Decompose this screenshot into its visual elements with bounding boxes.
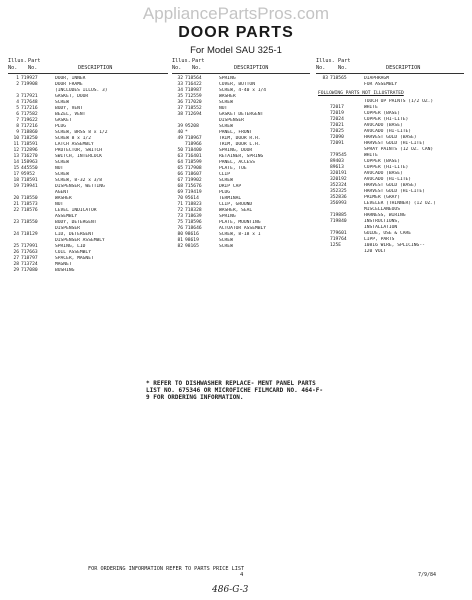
part-number: 352324 bbox=[330, 183, 347, 188]
part-description: LIPP, PARTS bbox=[364, 237, 395, 242]
part-description: LEVEL INDICATOR bbox=[55, 208, 97, 213]
part-number: 718860 bbox=[21, 130, 38, 135]
table-row bbox=[316, 249, 464, 255]
part-number: 719764 bbox=[330, 237, 347, 242]
part-number: 718591 bbox=[21, 178, 38, 183]
part-description: NUT bbox=[55, 166, 64, 171]
illus-number: 1 bbox=[16, 76, 19, 81]
illus-number: 83 bbox=[322, 76, 328, 81]
part-description: SCREW bbox=[219, 124, 233, 129]
illus-number: 68 bbox=[177, 184, 183, 189]
part-description: WASHER bbox=[55, 196, 72, 201]
part-number: 713724 bbox=[21, 262, 38, 267]
part-description: AVOCADO (HI-LITE) bbox=[364, 177, 412, 182]
illus-number: 72 bbox=[177, 208, 183, 213]
parts-column-2 bbox=[172, 58, 310, 250]
illus-number: 70 bbox=[177, 196, 183, 201]
part-description: LEVELER (THINNER) (12 OZ.) bbox=[364, 201, 436, 206]
part-description: AVOCADO (BASE) bbox=[364, 171, 403, 176]
part-description: BODY, VENT bbox=[55, 106, 83, 111]
illus-number: 24 bbox=[13, 232, 19, 237]
part-description: SPRING, LID bbox=[55, 244, 86, 249]
header-no2: No. bbox=[192, 65, 202, 71]
part-number: 98165 bbox=[185, 244, 199, 249]
illus-number: 6 bbox=[16, 112, 19, 117]
part-number: 719902 bbox=[185, 178, 202, 183]
part-description: NUT bbox=[55, 202, 64, 207]
header-description: DESCRIPTION bbox=[234, 65, 269, 71]
part-number: 718400 bbox=[185, 148, 202, 153]
illus-number: 5 bbox=[16, 106, 19, 111]
illus-number: 20 bbox=[13, 196, 19, 201]
part-description: SWITCH, INTERLOCK bbox=[55, 154, 103, 159]
part-number: 718591 bbox=[21, 142, 38, 147]
illus-number: 34 bbox=[177, 88, 183, 93]
part-description: SCREW bbox=[219, 244, 233, 249]
illus-number: 19 bbox=[13, 184, 19, 189]
part-description: PRIMER (GRAY) bbox=[364, 195, 400, 200]
part-number: 717216 bbox=[21, 106, 38, 111]
part-number: 718550 bbox=[21, 196, 38, 201]
part-description: PANEL, FRONT bbox=[219, 130, 253, 135]
parts-column-1 bbox=[8, 58, 168, 274]
header-no2: No. bbox=[28, 65, 38, 71]
table-row bbox=[316, 82, 464, 88]
part-number: 718550 bbox=[21, 220, 38, 225]
part-number: 717216 bbox=[21, 124, 38, 129]
part-number: 352325 bbox=[330, 189, 347, 194]
part-number: 779601 bbox=[330, 231, 347, 236]
part-description: SCREW bbox=[55, 172, 69, 177]
part-number: 158963 bbox=[21, 160, 38, 165]
part-description: HARVEST GOLD (BASE) bbox=[364, 135, 417, 140]
parts-list bbox=[8, 76, 168, 274]
part-description: ACTUATOR ASSEMBLY bbox=[219, 226, 267, 231]
illus-number: 22 bbox=[13, 208, 19, 213]
header-illus: Illus. bbox=[172, 58, 191, 64]
handwritten-code: 486-G-3 bbox=[212, 585, 249, 595]
part-number: 718576 bbox=[21, 208, 38, 213]
parts-list bbox=[172, 76, 310, 250]
illus-number: 63 bbox=[177, 154, 183, 159]
part-number: 320192 bbox=[330, 177, 347, 182]
header-no: No. bbox=[172, 65, 182, 71]
column-header bbox=[8, 58, 168, 72]
part-description: WASHER bbox=[219, 94, 236, 99]
illus-number: 80 bbox=[177, 232, 183, 237]
part-description: 120 VOLT bbox=[364, 249, 387, 254]
header-illus: Illus. bbox=[8, 58, 27, 64]
part-description: MISCELLANEOUS bbox=[364, 207, 400, 212]
illus-number: 32 bbox=[177, 76, 183, 81]
part-number: 89613 bbox=[330, 165, 344, 170]
part-number: 712559 bbox=[185, 94, 202, 99]
column-header bbox=[172, 58, 310, 72]
illus-number bbox=[316, 249, 330, 255]
part-description: PLUG bbox=[55, 124, 67, 129]
part-description: HARVEST GOLD (HI-LITE) bbox=[364, 141, 425, 146]
table-row bbox=[172, 244, 310, 250]
part-number: 716401 bbox=[185, 154, 202, 159]
part-number: 718328 bbox=[185, 208, 202, 213]
part-description: DISPENSER ASSEMBLY bbox=[55, 238, 105, 243]
part-description: SCREW bbox=[55, 100, 69, 105]
ordering-footer: FOR ORDERING INFORMATION REFER TO PARTS PRICE LIST bbox=[88, 566, 245, 572]
part-description: GASKET, DOOR bbox=[55, 94, 89, 99]
part-number: 718823 bbox=[185, 202, 202, 207]
part-number: 72021 bbox=[330, 123, 344, 128]
header-part: Part bbox=[192, 58, 205, 64]
column-header bbox=[316, 58, 464, 72]
part-number: 445550 bbox=[21, 166, 38, 171]
illus-number bbox=[316, 82, 330, 88]
part-description: SPRING bbox=[219, 76, 236, 81]
illus-number: 38 bbox=[177, 112, 183, 117]
part-description: PLUG bbox=[219, 190, 231, 195]
panel-reference-note: * REFER TO DISHWASHER REPLACE- MENT PANEL PARTS LIST NO. 675346 OR MICROFICHE FILMCARD NO. 464-F-9 FOR ORDERING INFORMATION. bbox=[146, 380, 324, 401]
section-title-not-illustrated: FOLLOWING PARTS NOT ILLUSTRATED bbox=[318, 91, 404, 96]
part-number: 72090 bbox=[330, 135, 344, 140]
page-number: 4 bbox=[240, 572, 244, 578]
header-illus: Illus. bbox=[316, 58, 335, 64]
page-subtitle: For Model SAU 325-1 bbox=[190, 45, 282, 56]
illus-number: 75 bbox=[177, 220, 183, 225]
part-number: 719908 bbox=[21, 82, 38, 87]
header-rule bbox=[316, 73, 464, 74]
part-number: 717991 bbox=[21, 244, 38, 249]
illus-number: 35 bbox=[177, 94, 183, 99]
part-description: AGENT bbox=[55, 190, 69, 195]
illus-number: 9 bbox=[16, 130, 19, 135]
page-title: DOOR PARTS bbox=[178, 24, 294, 41]
part-number: 352836 bbox=[330, 195, 347, 200]
part-number: 72017 bbox=[330, 105, 344, 110]
part-description: HARVEST GOLD (HI-LITE) bbox=[364, 189, 425, 194]
illus-number: 27 bbox=[13, 256, 19, 261]
part-description: GASKET DETERGENT bbox=[219, 112, 264, 117]
part-description: COPPER (BASE) bbox=[364, 111, 400, 116]
part-description: GUIDE, USE & CARE bbox=[364, 231, 412, 236]
part-number: 98619 bbox=[185, 238, 199, 243]
part-number: 718646 bbox=[185, 226, 202, 231]
part-description: HARNESS, WIRING bbox=[364, 213, 406, 218]
parts-column-3 bbox=[316, 58, 464, 255]
part-number: 718596 bbox=[185, 220, 202, 225]
part-number: 719885 bbox=[330, 213, 347, 218]
illus-number: 11 bbox=[13, 142, 19, 147]
part-description: PANEL, ACCESS bbox=[219, 160, 255, 165]
part-number: 717921 bbox=[21, 94, 38, 99]
header-description: DESCRIPTION bbox=[386, 65, 421, 71]
header-rule bbox=[8, 73, 168, 74]
part-description: DISPENSER, WETTING bbox=[55, 184, 105, 189]
part-number: 718250 bbox=[21, 136, 38, 141]
illus-number: 17 bbox=[13, 172, 19, 177]
part-description: TRIM, DOOR L.H. bbox=[219, 142, 261, 147]
illus-number: 13 bbox=[13, 154, 19, 159]
header-rule bbox=[172, 73, 310, 74]
part-description: SPRING bbox=[219, 214, 236, 219]
part-description: BEZEL, VENT bbox=[55, 112, 86, 117]
part-description: DISPENSER bbox=[55, 226, 80, 231]
part-description: 10816 WIRE, SPLICING-- bbox=[364, 243, 425, 248]
part-description: PLATE, MOUNTING bbox=[219, 220, 261, 225]
part-description: TRIM, DOOR R.H. bbox=[219, 136, 261, 141]
illus-number: 73 bbox=[177, 214, 183, 219]
part-number: 718564 bbox=[185, 76, 202, 81]
illus-number: 10 bbox=[13, 136, 19, 141]
header-no: No. bbox=[8, 65, 18, 71]
part-number: 717648 bbox=[21, 100, 38, 105]
illus-number: 18 bbox=[13, 178, 19, 183]
illus-number: 50 bbox=[177, 148, 183, 153]
part-description: LATCH ASSEMBLY bbox=[55, 142, 94, 147]
part-description: BUSHING bbox=[55, 268, 75, 273]
part-description: SCREW bbox=[55, 160, 69, 165]
table-row bbox=[8, 268, 168, 274]
parts-list bbox=[316, 76, 464, 88]
part-description: SCREW bbox=[219, 178, 233, 183]
illus-number: 14 bbox=[13, 160, 19, 165]
header-no2: No. bbox=[338, 65, 348, 71]
part-number: 717080 bbox=[21, 268, 38, 273]
part-number: 356993 bbox=[330, 201, 347, 206]
part-number: 717663 bbox=[21, 250, 38, 255]
part-description: DOOR, INNER bbox=[55, 76, 86, 81]
part-number: 719941 bbox=[21, 184, 38, 189]
part-number: 717020 bbox=[185, 100, 202, 105]
part-description: GASKET bbox=[55, 118, 72, 123]
illus-number: 76 bbox=[177, 226, 183, 231]
part-description: SCREW 8 x 1/2 bbox=[55, 136, 91, 141]
part-number: 719840 bbox=[330, 219, 347, 224]
part-description: SCREW, 8-18 x 1 bbox=[219, 232, 261, 237]
part-description: SPRAY PAINTS (12 OZ. CAN) bbox=[364, 147, 434, 152]
illus-number: 3 bbox=[16, 94, 19, 99]
part-description: CLIP, GROUND bbox=[219, 202, 253, 207]
part-number: 718966 bbox=[185, 142, 202, 147]
part-number: 95614 bbox=[185, 196, 199, 201]
part-description: WHITE bbox=[364, 153, 378, 158]
illus-number: 12 bbox=[13, 148, 19, 153]
part-description: INSTRUCTIONS, bbox=[364, 219, 400, 224]
part-number: 716422 bbox=[185, 82, 202, 87]
illus-number: 64 bbox=[177, 160, 183, 165]
part-description: (INCLUDES ILLUS. 3) bbox=[55, 88, 108, 93]
part-description: WHITE bbox=[364, 105, 378, 110]
illus-number: 39 bbox=[177, 124, 183, 129]
illus-number: 40 bbox=[177, 130, 183, 135]
part-number: 72024 bbox=[330, 117, 344, 122]
part-description: SCREW, BRSS 8 x 1/2 bbox=[55, 130, 108, 135]
illus-number: 23 bbox=[13, 220, 19, 225]
part-number: 718599 bbox=[185, 160, 202, 165]
part-number: 718639 bbox=[185, 214, 202, 219]
illus-number: 71 bbox=[177, 202, 183, 207]
part-number: * bbox=[185, 130, 188, 135]
part-description: TERMINAL bbox=[219, 196, 242, 201]
illus-number: 4 bbox=[16, 100, 19, 105]
part-number: 320191 bbox=[330, 171, 347, 176]
illus-number: 66 bbox=[177, 172, 183, 177]
part-description: SCREW bbox=[219, 238, 233, 243]
part-description: FOR ASSEMBLY bbox=[364, 82, 398, 87]
part-number: 72025 bbox=[330, 129, 344, 134]
part-number bbox=[330, 82, 364, 88]
part-number: 717908 bbox=[185, 166, 202, 171]
part-number: 98616 bbox=[185, 232, 199, 237]
part-description: DRIP CAP bbox=[219, 184, 242, 189]
part-description: ASSEMBLY bbox=[55, 214, 78, 219]
part-description: BODY, DETERGENT bbox=[55, 220, 97, 225]
illus-number: 25 bbox=[13, 244, 19, 249]
part-description: SCREW bbox=[219, 100, 233, 105]
illus-number: 81 bbox=[177, 238, 183, 243]
part-description: SCREW, 8-32 x 3/8 bbox=[55, 178, 103, 183]
illus-number: 21 bbox=[13, 202, 19, 207]
part-number: 718565 bbox=[330, 76, 347, 81]
part-description: SCREW, 4-40 x 1/4 bbox=[219, 88, 267, 93]
part-description: DIAPHRAGM bbox=[364, 76, 389, 81]
header-no: No. bbox=[316, 65, 326, 71]
illus-number: 37 bbox=[177, 106, 183, 111]
part-description: HARVEST GOLD (BASE) bbox=[364, 183, 417, 188]
part-number: 718967 bbox=[185, 136, 202, 141]
part-description: DISPENSER bbox=[219, 118, 244, 123]
part-description: COPPER (HI-LITE) bbox=[364, 117, 409, 122]
illus-number: 15 bbox=[13, 166, 19, 171]
part-number bbox=[330, 249, 364, 255]
header-description: DESCRIPTION bbox=[78, 65, 113, 71]
parts-list bbox=[316, 99, 464, 255]
illus-number: 33 bbox=[177, 82, 183, 87]
part-description: DOOR FRAME bbox=[55, 82, 83, 87]
illus-number: 49 bbox=[177, 136, 183, 141]
part-number: 718607 bbox=[185, 172, 202, 177]
part-description: LID, DETERGENT bbox=[55, 232, 94, 237]
watermark: AppliancePartsPros.com bbox=[142, 4, 330, 23]
part-number: 719927 bbox=[21, 76, 38, 81]
part-description: INSTALLATION bbox=[364, 225, 398, 230]
illus-number: 65 bbox=[177, 166, 183, 171]
part-number: 712896 bbox=[21, 148, 38, 153]
illus-number: 7 bbox=[16, 118, 19, 123]
part-description: PROTECTOR, SWITCH bbox=[55, 148, 103, 153]
part-description: COPPER (BASE) bbox=[364, 159, 400, 164]
part-description: RETAINER, SPRING bbox=[219, 154, 264, 159]
illus-number: 36 bbox=[177, 100, 183, 105]
part-number: 72091 bbox=[330, 141, 344, 146]
part-number: 712694 bbox=[185, 112, 202, 117]
part-description: NUT bbox=[219, 106, 228, 111]
part-number: 718552 bbox=[185, 106, 202, 111]
part-number: 716270 bbox=[21, 154, 38, 159]
part-description: SPRING, DOOR bbox=[219, 148, 253, 153]
part-description: AVOCADO (HI-LITE) bbox=[364, 129, 412, 134]
part-number: 718573 bbox=[21, 202, 38, 207]
part-number: 719419 bbox=[185, 190, 202, 195]
illus-number: 8 bbox=[16, 124, 19, 129]
part-number: 715676 bbox=[185, 184, 202, 189]
part-description: PLATE, TOE bbox=[219, 166, 247, 171]
part-description: COPPER (HI-LITE) bbox=[364, 165, 409, 170]
part-number: 89403 bbox=[330, 159, 344, 164]
part-description: TOUCH UP PAINTS (1/2 OZ.) bbox=[364, 99, 434, 104]
part-number: 718129 bbox=[21, 232, 38, 237]
part-number: 125E bbox=[330, 243, 342, 248]
part-number: 95208 bbox=[185, 124, 199, 129]
part-description: COIL ASSEMBLY bbox=[55, 250, 91, 255]
part-description: SPACER, MAGNET bbox=[55, 256, 94, 261]
illus-number: 26 bbox=[13, 250, 19, 255]
part-number: 719622 bbox=[21, 118, 38, 123]
part-number: 718797 bbox=[21, 256, 38, 261]
part-description: CLIP bbox=[219, 172, 231, 177]
illus-number: 82 bbox=[177, 244, 183, 249]
part-number: 718987 bbox=[185, 88, 202, 93]
illus-number: 67 bbox=[177, 178, 183, 183]
part-number: 779545 bbox=[330, 153, 347, 158]
part-description: COVER, BUTTON bbox=[219, 82, 255, 87]
part-number: 95952 bbox=[21, 172, 35, 177]
part-description: AVOCADO (BASE) bbox=[364, 123, 403, 128]
header-part: Part bbox=[338, 58, 351, 64]
illus-number: 2 bbox=[16, 82, 19, 87]
header-part: Part bbox=[28, 58, 41, 64]
part-number: 717582 bbox=[21, 112, 38, 117]
print-date: 7/9/84 bbox=[418, 572, 437, 578]
illus-number: 29 bbox=[13, 268, 19, 273]
illus-number: 69 bbox=[177, 190, 183, 195]
illus-number: 28 bbox=[13, 262, 19, 267]
part-description: MAGNET bbox=[55, 262, 72, 267]
part-description: WASHER, SEAL bbox=[219, 208, 253, 213]
part-number: 72019 bbox=[330, 111, 344, 116]
